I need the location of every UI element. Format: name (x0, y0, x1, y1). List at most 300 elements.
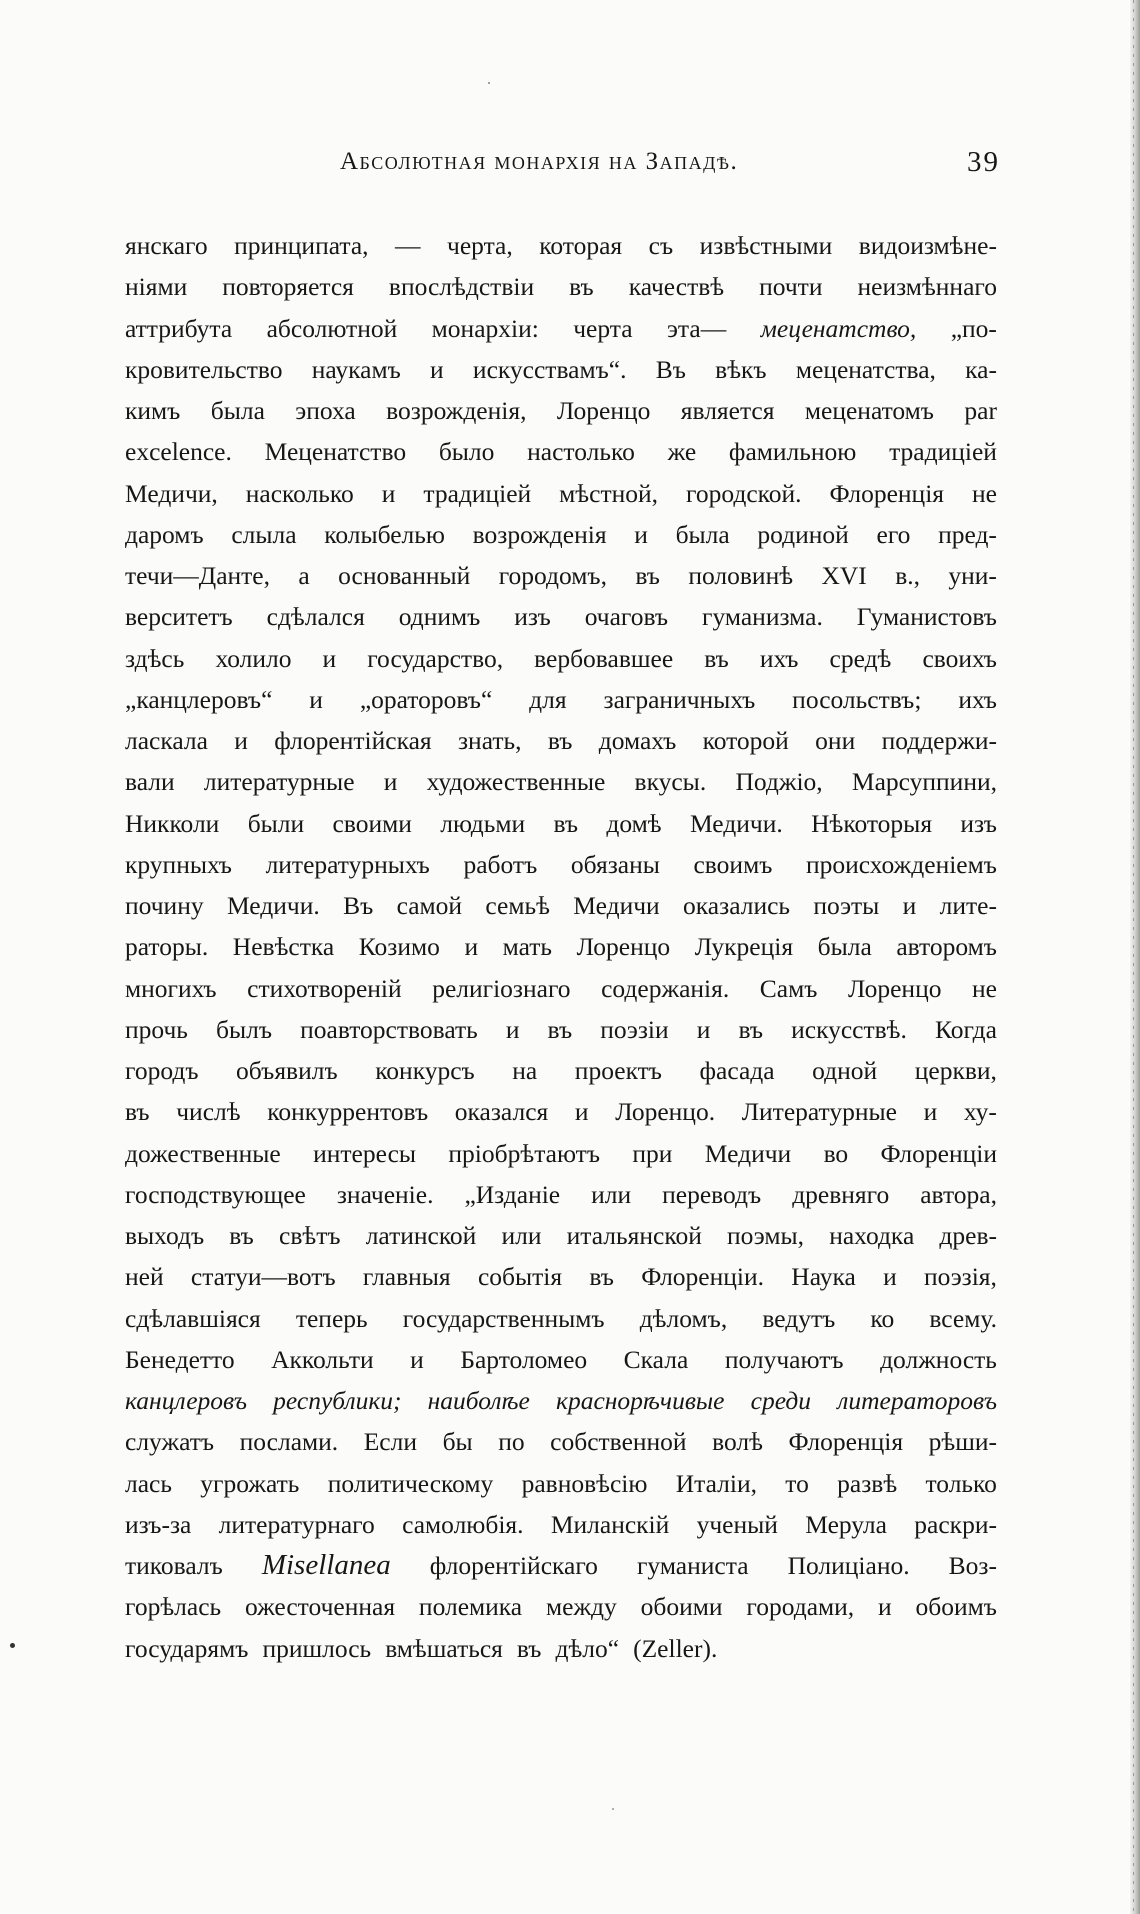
word: повторяется (222, 272, 354, 302)
word: домахъ (598, 726, 677, 755)
word: вмѣшаться (385, 1633, 503, 1663)
word: въ (125, 1097, 150, 1127)
word: статуи—вотъ (190, 1262, 336, 1292)
word: одной (812, 1056, 878, 1085)
text-line (125, 225, 997, 266)
word: Медичи. (689, 808, 783, 838)
word: гуманиста (636, 1551, 749, 1580)
word: Италіи, (675, 1468, 757, 1498)
page-number: 39 (967, 146, 1000, 178)
text-line (125, 1545, 997, 1586)
word: они (815, 726, 856, 755)
word: собственной (550, 1427, 687, 1457)
word: конкуррентовъ (267, 1097, 429, 1127)
page-edge-shadow (1130, 0, 1140, 1914)
word: послами. (239, 1427, 339, 1457)
word: качествѣ (628, 272, 725, 302)
word: Скала (623, 1344, 689, 1374)
word: Лоренцо. (615, 1097, 716, 1127)
word: и (574, 1097, 589, 1127)
word: ніями (125, 272, 188, 302)
word: городской. (686, 478, 802, 508)
text-line (125, 431, 997, 472)
word: находка (829, 1221, 915, 1250)
word: однимъ (398, 602, 481, 632)
word: и (923, 1097, 938, 1127)
text-line (125, 1421, 997, 1462)
word: кровительство (125, 354, 283, 384)
word: горѣлась (125, 1592, 222, 1622)
word: Меценатство (264, 437, 407, 467)
word: и (383, 767, 398, 797)
word: изъ (514, 602, 551, 632)
word: знать, (457, 726, 522, 755)
word: обоимъ (915, 1592, 997, 1622)
word: ко (870, 1303, 895, 1333)
word: извѣстными (699, 231, 833, 260)
word: течи—Данте, (125, 561, 270, 590)
word: художественные (426, 767, 606, 797)
word: и (878, 1592, 892, 1622)
word: литературныхъ (265, 849, 430, 879)
word: было (438, 437, 495, 467)
word: уни- (948, 561, 997, 590)
word: которой (702, 726, 789, 755)
word: Козимо (358, 932, 440, 962)
word: автора, (920, 1179, 997, 1209)
word: и (634, 519, 648, 549)
word: и (234, 726, 248, 755)
word: и (505, 1014, 520, 1044)
word: половинѣ (688, 561, 794, 590)
word: и (430, 354, 444, 384)
word: же (667, 437, 697, 467)
word: литераторовъ (837, 1386, 997, 1415)
word: мѣстной, (559, 478, 659, 508)
word: содержанія. (601, 973, 730, 1003)
word: прочь (125, 1014, 188, 1044)
word: искусствѣ. (791, 1014, 907, 1044)
word: въ (516, 1633, 542, 1663)
word: видоизмѣне- (858, 231, 997, 260)
word: церкви, (914, 1056, 997, 1085)
word: раторы. (125, 932, 209, 962)
word: оказались (683, 891, 791, 920)
word: интересы (313, 1138, 417, 1168)
word: мать (502, 932, 553, 962)
word: пришлось (262, 1633, 372, 1663)
word: и (464, 932, 479, 962)
word: Воз- (948, 1551, 997, 1580)
word: переводъ (662, 1179, 762, 1209)
body-text (125, 225, 997, 1669)
word: ихъ (759, 643, 799, 673)
word: были (247, 808, 305, 838)
word: возрожденія (472, 519, 607, 549)
word: неизмѣннаго (857, 272, 997, 302)
word: Лукреція (694, 932, 794, 962)
word: фамильною (728, 437, 857, 467)
word: всему. (929, 1303, 997, 1333)
word: черта, (447, 231, 513, 260)
word: ожесточенная (245, 1592, 396, 1622)
text-line (125, 1050, 997, 1091)
text-line (125, 308, 997, 349)
word: Невѣстка (232, 932, 335, 962)
word: происхожденіемъ (806, 849, 997, 879)
word: должность (880, 1344, 997, 1374)
word: excelence. (125, 437, 232, 467)
text-line (125, 473, 997, 514)
word: въ (553, 808, 579, 838)
word: „ораторовъ“ (359, 684, 493, 714)
word: гуманизма. (702, 602, 823, 632)
word: угрожать (200, 1468, 300, 1498)
word: въ (547, 1014, 573, 1044)
word: въ (704, 643, 729, 673)
word: обоими (640, 1592, 723, 1622)
word: и (696, 1014, 711, 1044)
word: не (972, 973, 997, 1003)
word: Misellanea (261, 1549, 391, 1581)
word: въ (229, 1221, 254, 1250)
text-line (125, 1380, 997, 1421)
text-line (125, 1009, 997, 1050)
word: Полиціано. (787, 1551, 910, 1580)
word: была (817, 932, 872, 962)
word: вали (125, 767, 175, 797)
word: принципата, (234, 231, 369, 260)
word: среди (750, 1386, 812, 1415)
word: Поджіо, (735, 767, 823, 797)
running-title: Абсолютная монархія на Западѣ. (340, 148, 739, 175)
word: то (785, 1468, 809, 1498)
word: лась (125, 1468, 172, 1498)
word: краснорѣчивые (556, 1386, 725, 1415)
word: тиковалъ (125, 1551, 223, 1580)
word: развѣ (837, 1468, 898, 1498)
word: слыла (231, 519, 297, 549)
text-line (125, 1174, 997, 1215)
word: крупныхъ (125, 849, 232, 879)
word: наиболѣе (427, 1386, 530, 1415)
word: пред- (938, 519, 997, 549)
word: получаютъ (724, 1344, 844, 1374)
word: числѣ (176, 1097, 241, 1127)
word: или (501, 1221, 542, 1250)
word: Если (363, 1427, 418, 1457)
word: вербовавшее (534, 643, 674, 673)
word: которая (539, 231, 623, 260)
word: и (902, 891, 917, 920)
word: Флоренціи (880, 1138, 997, 1168)
word: Бенедетто (125, 1344, 235, 1374)
word: Медичи. (226, 891, 320, 920)
word: Литературные (741, 1097, 897, 1127)
word: пріобрѣтаютъ (448, 1138, 601, 1168)
word: искусствамъ“. (472, 354, 627, 384)
text-line (125, 761, 997, 802)
text-line (125, 555, 997, 596)
word: основанный (338, 561, 471, 590)
word: домѣ (606, 808, 662, 838)
word: в., (895, 561, 920, 590)
word: и (410, 1344, 424, 1374)
text-line (125, 1298, 997, 1339)
text-line (125, 926, 997, 967)
text-line (125, 1504, 997, 1545)
text-line (125, 1628, 997, 1669)
word: меценатомъ (804, 396, 934, 425)
word: традиціей (889, 437, 997, 467)
word: выходъ (125, 1221, 205, 1250)
word: политическому (327, 1468, 494, 1498)
word: раскри- (914, 1509, 997, 1539)
word: аттрибута (125, 313, 233, 343)
word: эпоха (295, 396, 356, 425)
word: очаговъ (584, 602, 669, 632)
word: бы (442, 1427, 473, 1457)
page-header (340, 148, 1000, 188)
word: или (591, 1179, 632, 1209)
word: своихъ (922, 643, 997, 673)
word: въ (547, 726, 573, 755)
word: дѣло“ (555, 1633, 620, 1663)
word: меценатство, (760, 313, 917, 343)
word: обязаны (570, 849, 660, 879)
word: вкусы. (634, 767, 707, 797)
text-line (125, 266, 997, 307)
word: Марсуппини, (851, 767, 997, 797)
word: его (876, 519, 911, 549)
text-line (125, 720, 997, 761)
word: литературнаго (218, 1509, 375, 1539)
word: въ (569, 272, 594, 302)
word: семьѣ (485, 891, 550, 920)
word: возрожденія, (386, 396, 527, 425)
text-line (125, 679, 997, 720)
text-line (125, 596, 997, 637)
word: почти (759, 272, 823, 302)
word: Лоренцо (556, 396, 651, 425)
word: является (680, 396, 775, 425)
word: ведутъ (762, 1303, 836, 1333)
word: на (512, 1056, 538, 1085)
word: почину (125, 891, 204, 920)
word: событія (477, 1262, 563, 1292)
text-line (125, 968, 997, 1009)
word: многихъ (125, 973, 217, 1003)
word: а (298, 561, 310, 590)
text-line (125, 885, 997, 926)
word: Когда (934, 1014, 997, 1044)
word: городами, (746, 1592, 855, 1622)
text-line (125, 803, 997, 844)
word: изъ (960, 808, 997, 838)
word: Въ (655, 354, 686, 384)
page-edge-dots (1133, 0, 1134, 1914)
word: государственнымъ (402, 1303, 605, 1333)
word: поддержи- (881, 726, 997, 755)
word: канцлеровъ (125, 1386, 247, 1415)
word: XVI (821, 561, 867, 590)
word: поэмы, (726, 1221, 805, 1250)
word: въ (635, 561, 660, 590)
word: своимъ (693, 849, 773, 879)
word: и (883, 1262, 897, 1292)
word: флорентійская (274, 726, 432, 755)
word: латинской (365, 1221, 477, 1250)
word: Медичи, (125, 478, 218, 508)
word: Самъ (759, 973, 818, 1003)
word: авторомъ (896, 932, 997, 962)
word: поэзіи (600, 1014, 669, 1044)
word: республики; (273, 1386, 402, 1415)
word: Мерула (805, 1509, 887, 1539)
word: по (498, 1427, 525, 1457)
word: посольствъ; (792, 684, 922, 714)
word: настолько (527, 437, 635, 467)
word: верситетъ (125, 602, 233, 632)
word: и (322, 643, 337, 673)
ink-speck (10, 1643, 15, 1648)
word: заграничныхъ (603, 684, 756, 714)
word: колыбелью (324, 519, 445, 549)
word: сдѣлавшіяся (125, 1303, 261, 1333)
text-line (125, 844, 997, 885)
text-line (125, 638, 997, 679)
word: Медичи (704, 1138, 792, 1168)
word: (Zeller). (633, 1633, 718, 1663)
word: и (309, 684, 323, 714)
word: равновѣсію (521, 1468, 648, 1498)
word: господствующее (125, 1179, 306, 1209)
word: Никколи (125, 808, 220, 838)
word: съ (648, 231, 674, 260)
word: только (925, 1468, 997, 1498)
word: ху- (963, 1097, 997, 1127)
word: Бартоломео (460, 1344, 588, 1374)
word: людьми (440, 808, 526, 838)
word: янскаго (125, 231, 208, 260)
word: поэзія, (924, 1262, 997, 1292)
word: между (545, 1592, 617, 1622)
word: ихъ (958, 684, 997, 714)
word: была (210, 396, 265, 425)
word: par (964, 396, 997, 425)
word: впослѣдствіи (388, 272, 535, 302)
word: Наука (791, 1262, 856, 1292)
word: традиціей (423, 478, 532, 508)
word: городомъ, (498, 561, 607, 590)
word: теперь (295, 1303, 368, 1333)
word: государство, (367, 643, 504, 673)
word: поавторствовать (300, 1014, 478, 1044)
word: самой (396, 891, 463, 920)
word: Лоренцо (847, 973, 942, 1003)
word: конкурсъ (375, 1056, 475, 1085)
word: древ- (939, 1221, 997, 1250)
word: вѣкъ (715, 354, 767, 384)
word: свѣтъ (279, 1221, 341, 1250)
word: полемика (418, 1592, 523, 1622)
word: „канцлеровъ“ (125, 684, 273, 714)
ink-speck (612, 1808, 614, 1810)
word: городъ (125, 1056, 199, 1085)
word: средѣ (829, 643, 892, 673)
word: религіознаго (432, 973, 571, 1003)
word: итальянской (566, 1221, 702, 1250)
word: Гуманистовъ (856, 602, 997, 632)
word: эта— (666, 313, 727, 343)
word: лите- (939, 891, 997, 920)
text-line (125, 349, 997, 390)
text-line (125, 1256, 997, 1297)
word: Флоренція (829, 478, 945, 508)
text-line (125, 1586, 997, 1627)
word: Медичи (573, 891, 660, 920)
word: даромъ (125, 519, 204, 549)
word: и (381, 478, 396, 508)
word: — (395, 231, 421, 260)
word: въ (738, 1014, 764, 1044)
word: ученый (696, 1509, 778, 1539)
word: оказался (454, 1097, 549, 1127)
word: дѣломъ, (639, 1303, 728, 1333)
word: Нѣкоторыя (811, 808, 933, 838)
word: во (823, 1138, 849, 1168)
word: Лоренцо (576, 932, 671, 962)
word: былъ (216, 1014, 273, 1044)
word: дожественные (125, 1138, 281, 1168)
word: Миланскій (550, 1509, 670, 1539)
word: фасада (699, 1056, 775, 1085)
word: поэты (813, 891, 880, 920)
ink-speck (488, 82, 490, 84)
text-line (125, 1133, 997, 1174)
word: Въ (343, 891, 374, 920)
text-line (125, 390, 997, 431)
word: Флоренція (788, 1427, 904, 1457)
word: ней (125, 1262, 164, 1292)
word: „по- (950, 313, 997, 343)
word: монархіи: (431, 313, 539, 343)
word: главныя (362, 1262, 451, 1292)
word: волѣ (712, 1427, 763, 1457)
word: служатъ (125, 1427, 215, 1457)
word: черта (573, 313, 633, 343)
word: меценатства, (795, 354, 936, 384)
word: абсолютной (266, 313, 398, 343)
word: объявилъ (236, 1056, 338, 1085)
word: „Изданіе (464, 1179, 561, 1209)
word: кимъ (125, 396, 181, 425)
word: проектъ (574, 1056, 662, 1085)
word: насколько (245, 478, 354, 508)
word: при (632, 1138, 673, 1168)
word: холило (215, 643, 292, 673)
word: не (971, 478, 997, 508)
text-line (125, 1339, 997, 1380)
word: была (675, 519, 730, 549)
word: Аккольти (271, 1344, 374, 1374)
word: въ (589, 1262, 614, 1292)
text-line (125, 1463, 997, 1504)
word: ласкала (125, 726, 208, 755)
word: государямъ (125, 1633, 249, 1663)
word: наукамъ (311, 354, 401, 384)
word: здѣсь (125, 643, 185, 673)
